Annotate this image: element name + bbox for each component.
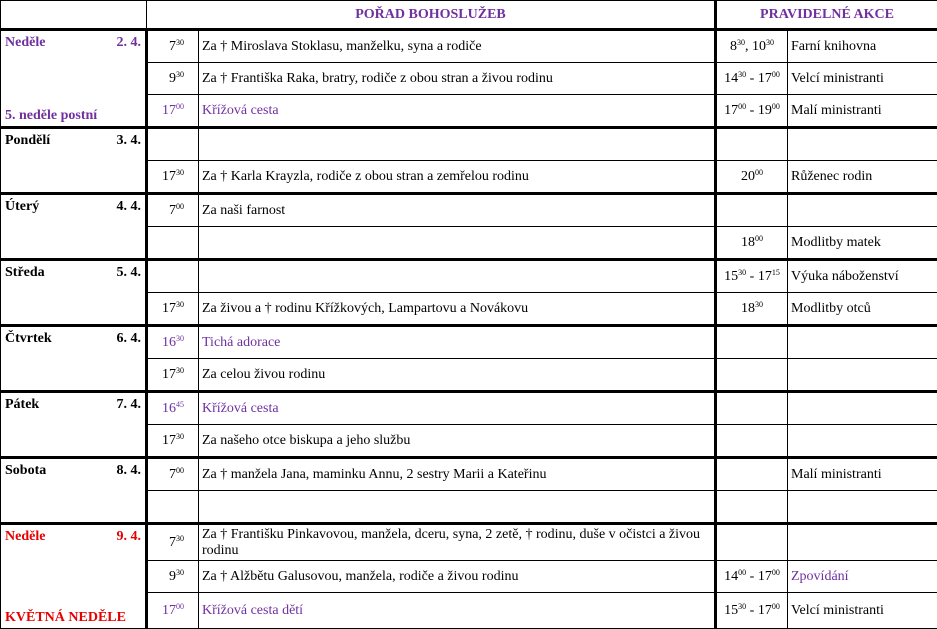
service-time: $9^{30}$ (147, 63, 199, 95)
event-name: Malí ministranti (788, 95, 937, 128)
day-note: 5. neděle postní (5, 108, 97, 124)
service-intention: Za † Františku Pinkavovou, manžela, dceru, syna, 2 zetě, † rodinu, duše v očistci a živou rodinu (199, 524, 716, 561)
event-name (788, 194, 937, 227)
day-name: Neděle (5, 35, 45, 51)
service-time (147, 128, 199, 161)
event-name (788, 128, 937, 161)
day-name: Sobota (5, 463, 46, 479)
event-time: $17^{00} - 19^{00}$ (716, 95, 788, 128)
service-intention: Tichá adorace (199, 326, 716, 359)
day-note: KVĚTNÁ NEDĚLE (5, 610, 126, 626)
service-time (147, 227, 199, 260)
event-name: Zpovídání (788, 561, 937, 593)
event-name: Růženec rodin (788, 161, 937, 194)
service-intention (199, 260, 716, 293)
day-cell (1, 260, 147, 326)
day-cell (1, 392, 147, 458)
event-time: $14^{30} - 17^{00}$ (716, 63, 788, 95)
event-name (788, 524, 937, 561)
event-time: $18^{00}$ (716, 227, 788, 260)
service-intention: Za † Františka Raka, bratry, rodiče z obou stran a živou rodinu (199, 63, 716, 95)
service-time: $7^{30}$ (147, 30, 199, 63)
day-date: 4. 4. (117, 199, 142, 215)
service-intention: Za † Miroslava Stoklasu, manželku, syna a rodiče (199, 30, 716, 63)
day-date: 9. 4. (117, 529, 142, 545)
day-cell (1, 30, 147, 128)
service-time (147, 260, 199, 293)
event-time (716, 491, 788, 524)
day-heading (5, 397, 141, 413)
event-name: Farní knihovna (788, 30, 937, 63)
schedule-row (1, 326, 937, 359)
day-heading (5, 265, 141, 281)
schedule-row (1, 458, 937, 491)
service-intention: Křížová cesta (199, 392, 716, 425)
schedule-body (1, 30, 937, 629)
service-intention (199, 491, 716, 524)
event-name (788, 359, 937, 392)
event-time (716, 425, 788, 458)
event-name (788, 491, 937, 524)
event-name (788, 425, 937, 458)
service-intention: Křížová cesta dětí (199, 593, 716, 629)
service-time: $7^{00}$ (147, 194, 199, 227)
day-name: Pondělí (5, 133, 50, 149)
day-cell (1, 524, 147, 629)
service-time: $17^{30}$ (147, 293, 199, 326)
day-date: 5. 4. (117, 265, 142, 281)
day-name: Čtvrtek (5, 331, 52, 347)
service-time: $17^{00}$ (147, 593, 199, 629)
day-date: 3. 4. (117, 133, 142, 149)
schedule-row (1, 260, 937, 293)
day-name: Středa (5, 265, 45, 281)
service-intention: Za † manžela Jana, maminku Annu, 2 sestry Marii a Kateřinu (199, 458, 716, 491)
service-time: $17^{00}$ (147, 95, 199, 128)
schedule-row (1, 128, 937, 161)
service-intention: Za celou živou rodinu (199, 359, 716, 392)
services-header: POŘAD BOHOSLUŽEB (147, 1, 716, 30)
service-intention: Za † Alžbětu Galusovou, manžela, rodiče a živou rodinu (199, 561, 716, 593)
event-name: Výuka náboženství (788, 260, 937, 293)
event-time (716, 524, 788, 561)
day-name: Pátek (5, 397, 39, 413)
day-heading (5, 529, 141, 545)
event-time (716, 194, 788, 227)
service-time: $7^{30}$ (147, 524, 199, 561)
event-name (788, 392, 937, 425)
day-name: Úterý (5, 199, 39, 215)
service-intention (199, 128, 716, 161)
service-intention: Za našeho otce biskupa a jeho službu (199, 425, 716, 458)
service-time: $16^{45}$ (147, 392, 199, 425)
events-header: PRAVIDELNÉ AKCE (716, 1, 937, 30)
day-date: 8. 4. (117, 463, 142, 479)
header-row (1, 1, 937, 30)
event-time (716, 128, 788, 161)
day-heading (5, 463, 141, 479)
event-time (716, 359, 788, 392)
day-name: Neděle (5, 529, 45, 545)
event-time (716, 392, 788, 425)
event-name: Velcí ministranti (788, 63, 937, 95)
event-time: $8^{30}$, $10^{30}$ (716, 30, 788, 63)
day-cell (1, 128, 147, 194)
service-time: $17^{30}$ (147, 425, 199, 458)
day-date: 6. 4. (117, 331, 142, 347)
service-time: $17^{30}$ (147, 359, 199, 392)
event-time: $14^{00} - 17^{00}$ (716, 561, 788, 593)
event-name: Velcí ministranti (788, 593, 937, 629)
event-time: $15^{30} - 17^{15}$ (716, 260, 788, 293)
schedule-row (1, 30, 937, 63)
service-time: $17^{30}$ (147, 161, 199, 194)
service-time (147, 491, 199, 524)
schedule-row (1, 194, 937, 227)
day-date: 7. 4. (117, 397, 142, 413)
day-date: 2. 4. (117, 35, 142, 51)
header-blank (1, 1, 147, 30)
day-cell (1, 326, 147, 392)
event-time (716, 458, 788, 491)
service-intention: Křížová cesta (199, 95, 716, 128)
day-heading (5, 199, 141, 215)
service-intention: Za živou a † rodinu Křížkových, Lampartovu a Novákovu (199, 293, 716, 326)
service-time: $9^{30}$ (147, 561, 199, 593)
service-intention (199, 227, 716, 260)
event-time: $20^{00}$ (716, 161, 788, 194)
day-heading (5, 133, 141, 149)
event-name: Modlitby matek (788, 227, 937, 260)
day-heading (5, 35, 141, 51)
service-intention: Za † Karla Krayzla, rodiče z obou stran a zemřelou rodinu (199, 161, 716, 194)
schedule-row (1, 392, 937, 425)
event-name: Malí ministranti (788, 458, 937, 491)
schedule-row (1, 524, 937, 561)
event-time: $18^{30}$ (716, 293, 788, 326)
service-time: $7^{00}$ (147, 458, 199, 491)
service-intention: Za naši farnost (199, 194, 716, 227)
day-cell (1, 194, 147, 260)
event-name: Modlitby otců (788, 293, 937, 326)
event-name (788, 326, 937, 359)
day-heading (5, 331, 141, 347)
service-time: $16^{30}$ (147, 326, 199, 359)
event-time: $15^{30} - 17^{00}$ (716, 593, 788, 629)
event-time (716, 326, 788, 359)
day-cell (1, 458, 147, 524)
